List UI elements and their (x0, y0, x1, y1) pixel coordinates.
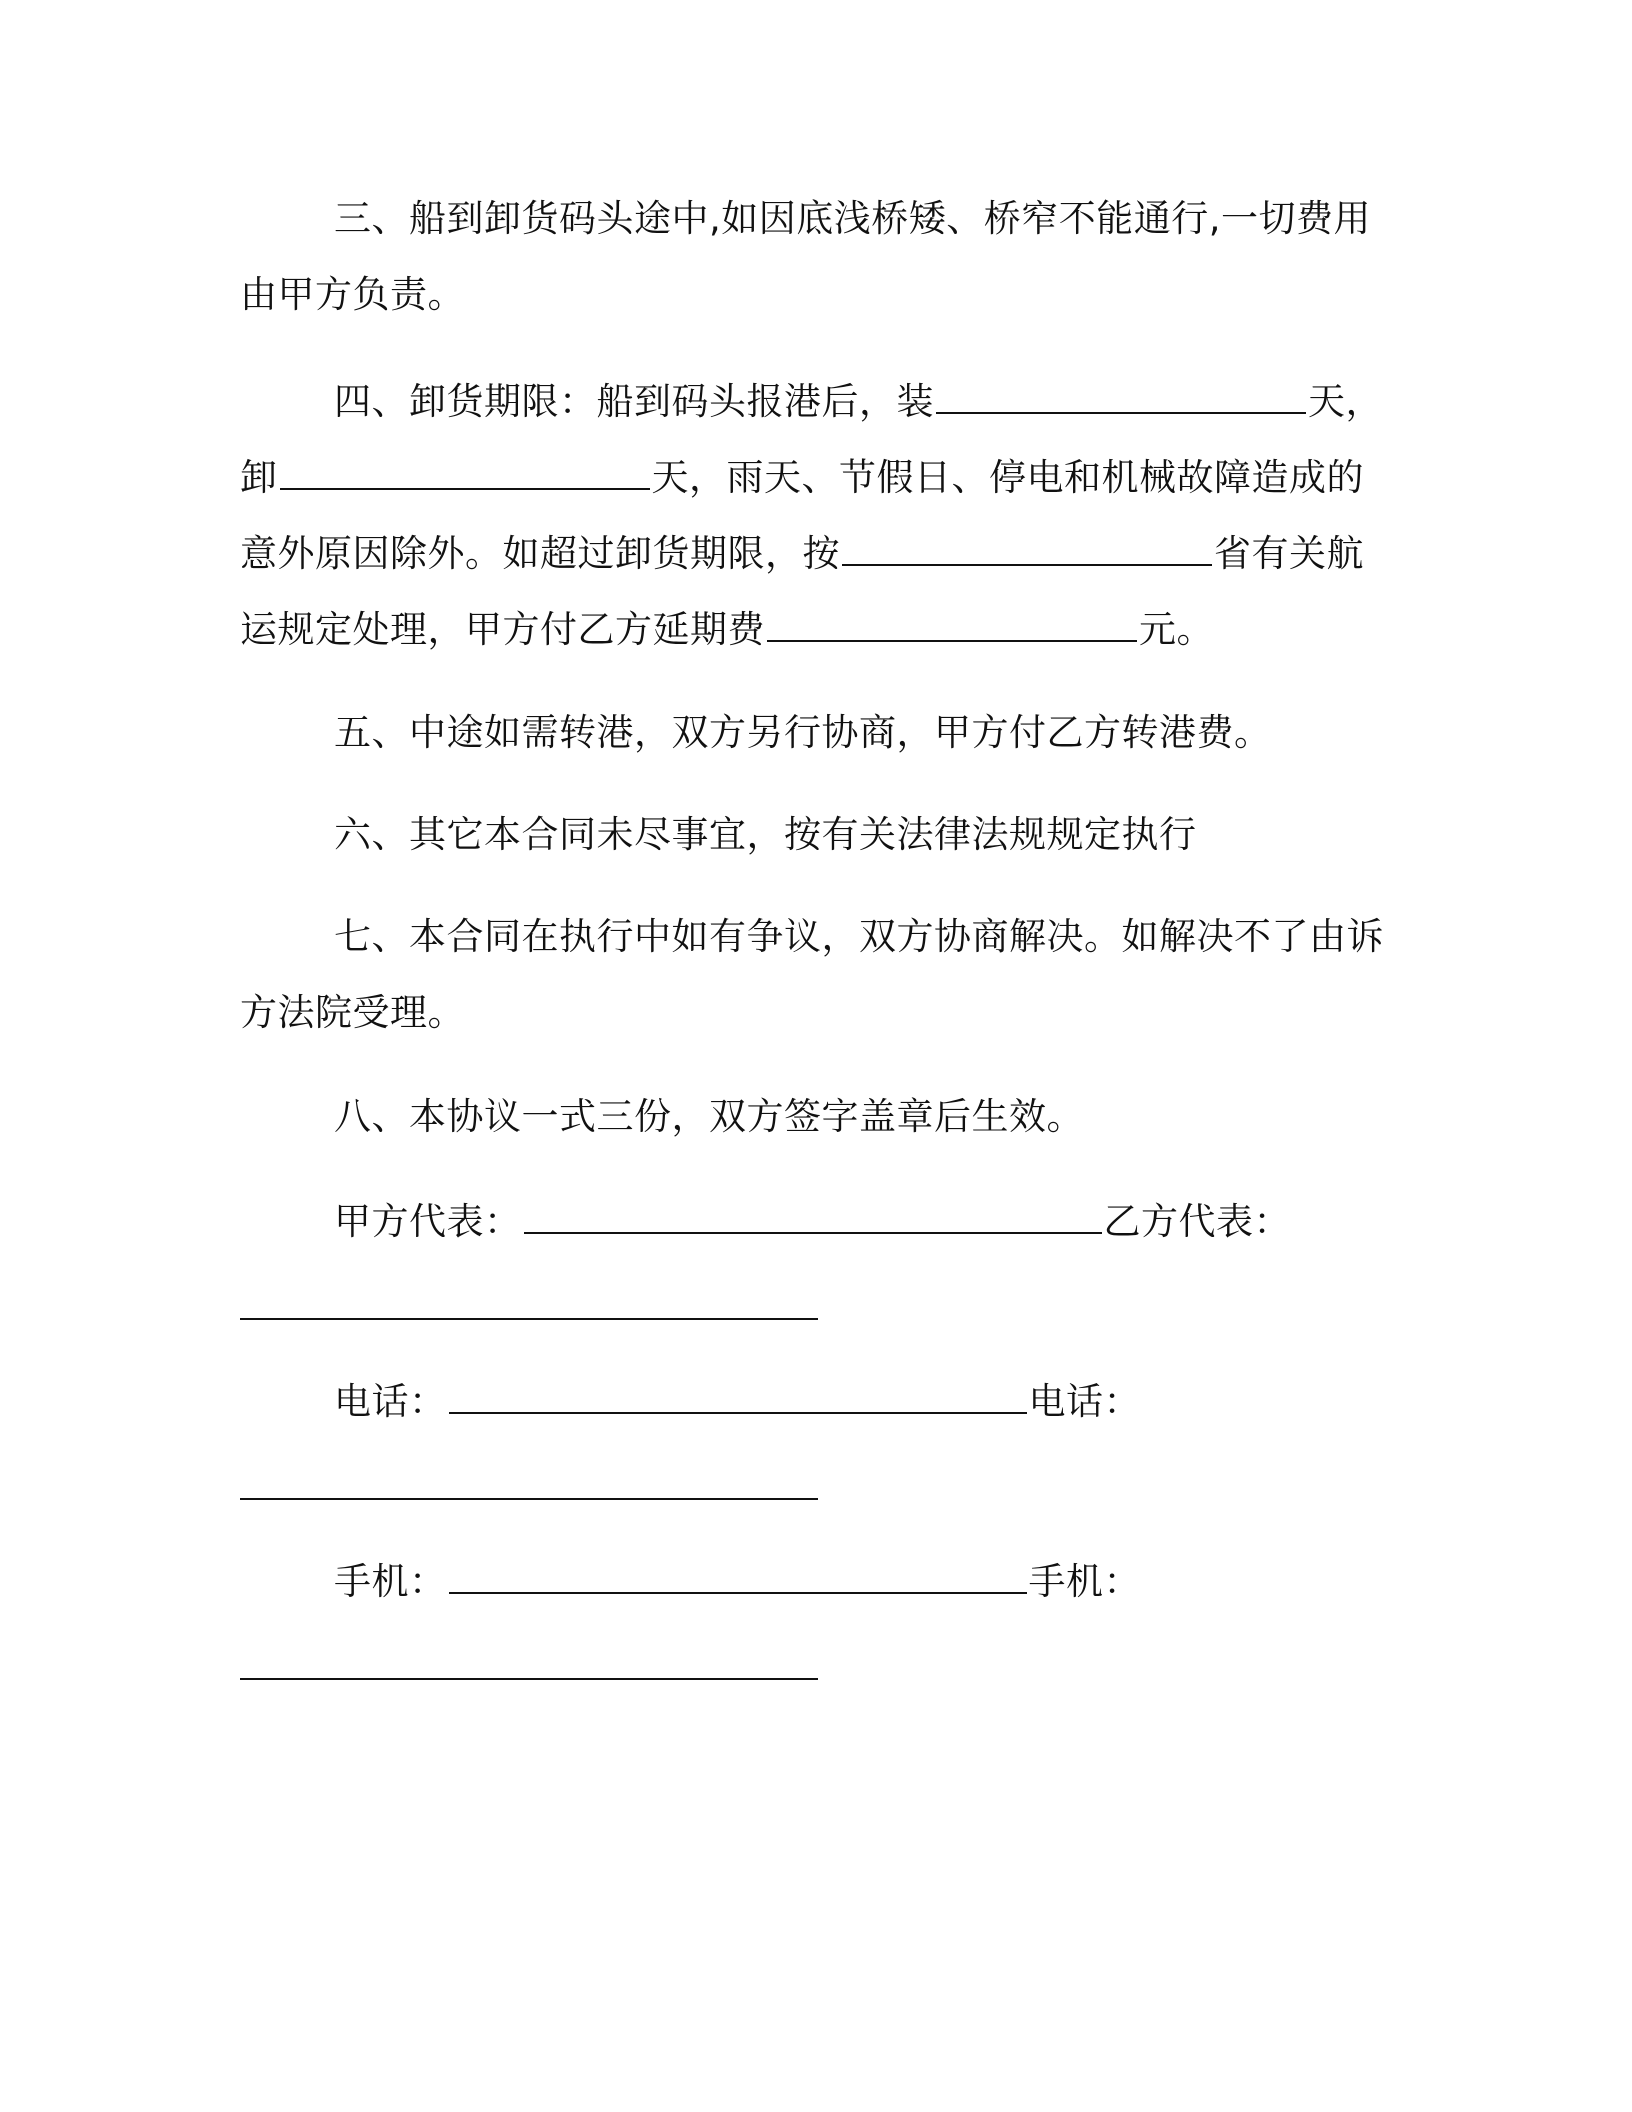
party-b-mobile-blank[interactable] (240, 1678, 818, 1680)
clause-4-text: 卸 (240, 456, 278, 499)
unloading-days-blank[interactable] (280, 452, 650, 490)
province-blank[interactable] (842, 528, 1212, 566)
clause-4-text: 元。 (1139, 608, 1214, 651)
party-b-phone-label: 电话： (1028, 1380, 1141, 1423)
party-a-phone-label: 电话： (334, 1380, 447, 1423)
clause-4-line-2 (240, 452, 1364, 503)
delay-fee-blank[interactable] (767, 604, 1137, 642)
clause-4-line-4 (240, 604, 1214, 655)
clause-6: 六、其它本合同未尽事宜，按有关法律法规规定执行 (334, 813, 1197, 856)
clause-4-text: 省有关航 (1214, 532, 1364, 575)
phone-line (334, 1376, 1141, 1427)
party-a-phone-blank[interactable] (449, 1376, 1027, 1414)
clause-8: 八、本协议一式三份，双方签字盖章后生效。 (334, 1095, 1084, 1138)
clause-4-text: 天，雨天、节假日、停电和机械故障造成的 (651, 456, 1364, 499)
party-b-rep-blank[interactable] (240, 1318, 818, 1320)
mobile-line (334, 1556, 1141, 1607)
loading-days-blank[interactable] (936, 376, 1306, 414)
clause-3-line-1: 三、船到卸货码头途中,如因底浅桥矮、桥窄不能通行,一切费用 (334, 197, 1372, 240)
party-a-mobile-label: 手机： (334, 1560, 447, 1603)
clause-3-line-2: 由甲方负责。 (240, 273, 465, 316)
party-a-mobile-blank[interactable] (449, 1556, 1027, 1594)
party-b-phone-blank[interactable] (240, 1498, 818, 1500)
clause-4-text: 运规定处理，甲方付乙方延期费 (240, 608, 765, 651)
clause-4-line-1 (334, 376, 1383, 427)
representative-line (334, 1196, 1291, 1247)
party-b-rep-label: 乙方代表： (1103, 1200, 1291, 1243)
clause-4-text: 四、卸货期限：船到码头报港后，装 (334, 380, 934, 423)
party-a-rep-blank[interactable] (524, 1196, 1102, 1234)
party-a-rep-label: 甲方代表： (334, 1200, 522, 1243)
clause-5: 五、中途如需转港，双方另行协商，甲方付乙方转港费。 (334, 711, 1272, 754)
clause-7-line-2: 方法院受理。 (240, 991, 465, 1034)
clause-4-line-3 (240, 528, 1364, 579)
party-b-mobile-label: 手机： (1028, 1560, 1141, 1603)
clause-4-text: 天， (1308, 380, 1383, 423)
clause-7-line-1: 七、本合同在执行中如有争议，双方协商解决。如解决不了由诉 (334, 915, 1384, 958)
clause-4-text: 意外原因除外。如超过卸货期限，按 (240, 532, 840, 575)
